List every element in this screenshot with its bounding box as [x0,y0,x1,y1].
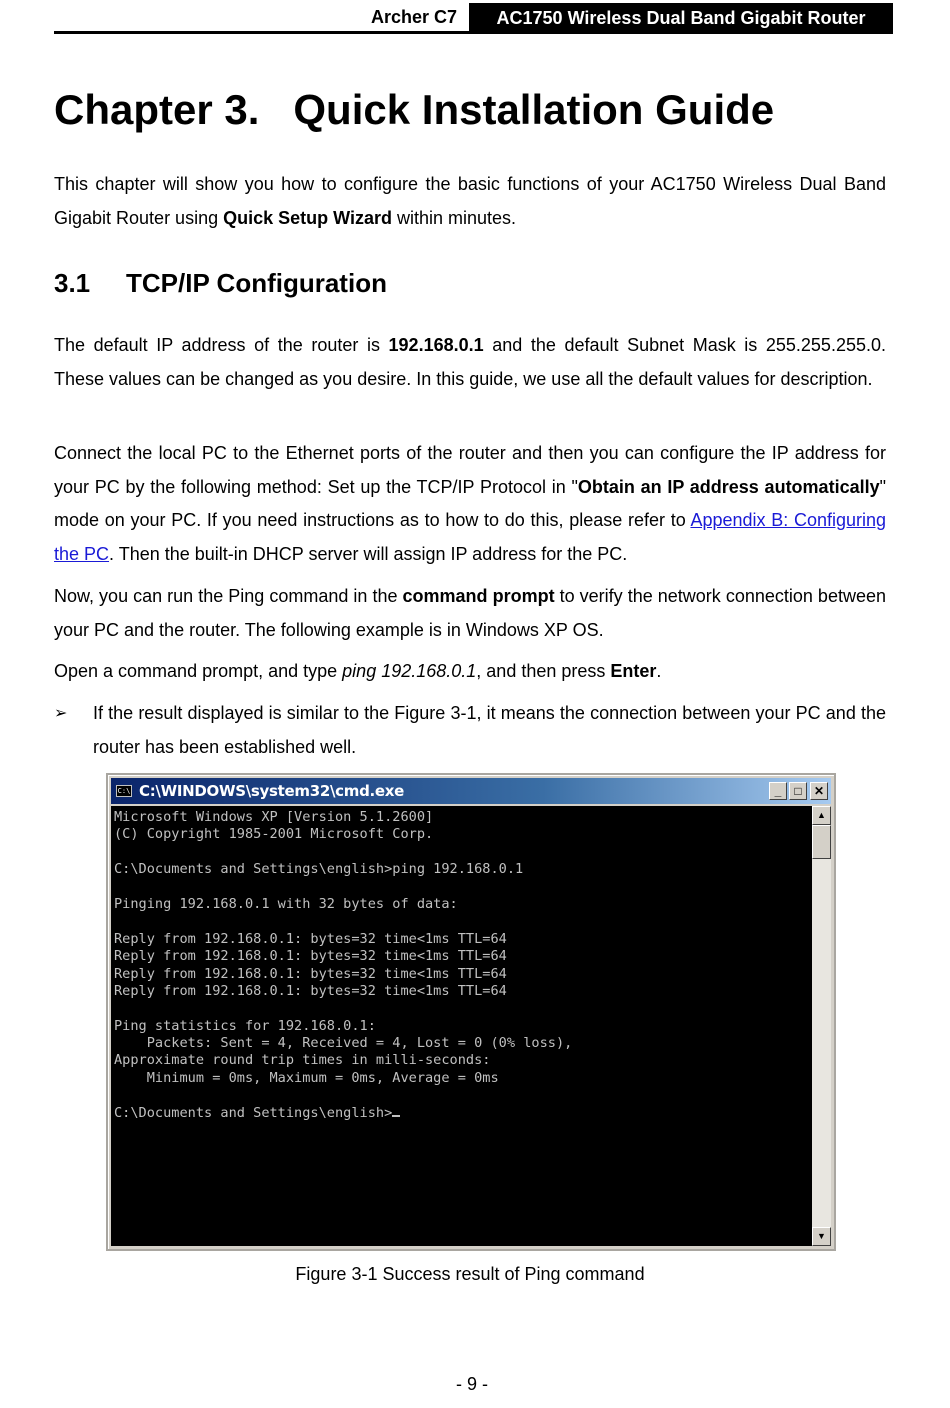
open-prompt-paragraph [54,655,886,689]
console-line [114,913,812,930]
connect-text-end: . Then the built-in DHCP server will assign IP address for the PC. [109,543,628,564]
console-line: Reply from 192.168.0.1: bytes=32 time<1ms TTL=64 [114,930,507,947]
console-line [114,1087,812,1104]
intro-text-end: within minutes. [391,207,517,228]
ping-text-end: to verify the network connection between your PC and the router. The following example is in Windows XP OS. [54,586,886,640]
bullet-arrow-icon: ➢ [54,705,68,722]
connect-text-mid: " mode on your PC. If you need instructions as to how to do this, please refer to [54,476,886,530]
section-name: TCP/IP Configuration [126,268,387,298]
chapter-name: Quick Installation Guide [293,86,775,133]
default-ip-paragraph [54,329,886,396]
default-ip-value: 192.168.0.1 [388,335,484,355]
default-ip-text-end: and the default Subnet Mask is 255.255.255.0. These values can be changed as you desire. In this guide, we use all the default values for description. [54,335,886,389]
console-line: Ping statistics for 192.168.0.1: [114,1017,376,1034]
connect-paragraph [54,437,886,571]
open-text-mid: , and then press [476,661,611,681]
console-scrollbar[interactable] [812,806,831,1246]
console-line: Microsoft Windows XP [Version 5.1.2600] [114,809,434,825]
console-line: Packets: Sent = 4, Received = 4, Lost = 0 (0% loss), [114,1035,573,1052]
console-line: Approximate round trip times in milli-seconds: [114,1052,491,1069]
page-number: - 9 - [455,1374,488,1394]
intro-bold: Quick Setup Wizard [223,207,392,228]
section-number: 3.1 [54,268,91,298]
figure-caption: Figure 3-1 Success result of Ping command [295,1264,645,1284]
console-cursor [392,1115,400,1117]
close-button[interactable]: ✕ [810,782,828,800]
section-title [54,268,387,299]
ping-bold: command prompt [402,586,555,606]
console-line: Minimum = 0ms, Maximum = 0ms, Average = 0ms [114,1069,499,1086]
intro-text: This chapter will show you how to configure the basic functions of your AC1750 Wireless Dual Band Gigabit Router using [54,174,886,228]
default-ip-text: The default IP address of the router is [54,335,389,355]
console-line [114,1000,812,1017]
console-line: C:\Documents and Settings\english>ping 192.168.0.1 [114,861,524,878]
open-bold-enter: Enter [610,661,657,681]
console-output[interactable] [111,806,812,1246]
ping-text: Now, you can run the Ping command in the [54,586,403,606]
open-italic-command: ping 192.168.0.1 [342,661,477,681]
connect-text: Connect the local PC to the Ethernet ports of the router and then you can configure the IP address for your PC by the following method: Set up the TCP/IP Protocol in " [54,443,886,497]
connect-bold: Obtain an IP address automatically [577,476,880,497]
chapter-title [54,86,774,134]
chapter-number: Chapter 3. [54,86,260,133]
maximize-button[interactable]: □ [789,782,807,800]
console-line: (C) Copyright 1985-2001 Microsoft Corp. [114,826,434,843]
open-text: Open a command prompt, and type [54,661,343,681]
scroll-up-arrow-icon[interactable]: ▲ [812,806,831,825]
console-line: Reply from 192.168.0.1: bytes=32 time<1ms TTL=64 [114,948,507,965]
result-bullet [54,697,886,764]
cmd-window-screenshot [106,773,836,1251]
console-line [114,879,812,896]
ping-paragraph [54,580,886,647]
appendix-b-link[interactable]: Appendix B: Configuring the PC [54,510,887,564]
scroll-thumb[interactable] [812,825,831,859]
console-line: Reply from 192.168.0.1: bytes=32 time<1ms TTL=64 [114,982,507,999]
console-line: Reply from 192.168.0.1: bytes=32 time<1ms TTL=64 [114,965,507,982]
console-line: Pinging 192.168.0.1 with 32 bytes of data: [114,895,458,912]
console-line [114,844,812,861]
console-line: C:\Documents and Settings\english> [114,1105,812,1122]
open-text-end: . [656,661,662,681]
bullet-text: If the result displayed is similar to the Figure 3-1, it means the connection between your PC and the router has been established well. [93,703,886,757]
page-header [54,3,893,34]
minimize-button[interactable]: _ [769,782,787,800]
header-model: Archer C7 [370,7,457,27]
cmd-app-icon: C:\ [117,787,131,795]
cmd-window-title: C:\WINDOWS\system32\cmd.exe [139,782,405,800]
header-product: AC1750 Wireless Dual Band Gigabit Router [469,3,893,31]
scroll-down-arrow-icon[interactable]: ▼ [812,1227,831,1246]
intro-paragraph [54,168,886,235]
cmd-titlebar [111,778,831,804]
